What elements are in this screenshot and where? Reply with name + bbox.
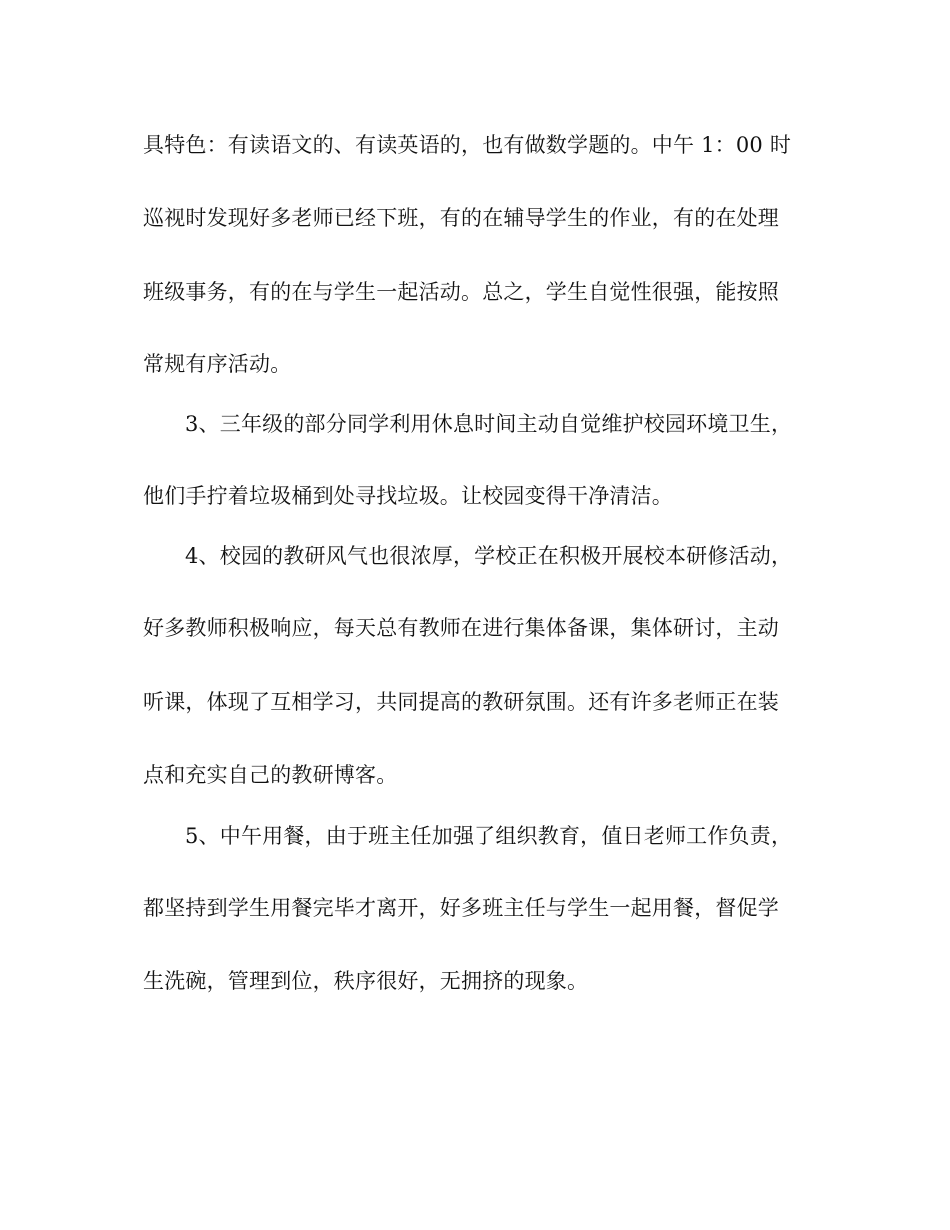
paragraph-line: 听课，体现了互相学习，共同提高的教研氛围。还有许多老师正在装 (143, 690, 779, 714)
paragraph-line: 班级事务，有的在与学生一起活动。总之，学生自觉性很强，能按照 (143, 280, 779, 304)
paragraph-line: 巡视时发现好多老师已经下班，有的在辅导学生的作业，有的在处理 (143, 206, 779, 230)
paragraph-line: 点和充实自己的教研博客。 (143, 763, 398, 787)
paragraph-line: 常规有序活动。 (143, 352, 292, 376)
paragraph-line: 具特色：有读语文的、有读英语的，也有做数学题的。中午 1：00 时 (143, 133, 792, 157)
paragraph-line: 5、中午用餐，由于班主任加强了组织教育，值日老师工作负责， (185, 824, 793, 848)
paragraph-line: 生洗碗，管理到位，秩序很好，无拥挤的现象。 (143, 969, 589, 993)
paragraph-line: 3、三年级的部分同学利用休息时间主动自觉维护校园环境卫生， (185, 412, 793, 436)
paragraph-line: 4、校园的教研风气也很浓厚，学校正在积极开展校本研修活动， (185, 544, 793, 568)
paragraph-line: 好多教师积极响应，每天总有教师在进行集体备课，集体研讨，主动 (143, 616, 779, 640)
paragraph-line: 他们手拧着垃圾桶到处寻找垃圾。让校园变得干净清洁。 (143, 484, 673, 508)
paragraph-line: 都坚持到学生用餐完毕才离开，好多班主任与学生一起用餐，督促学 (143, 896, 779, 920)
